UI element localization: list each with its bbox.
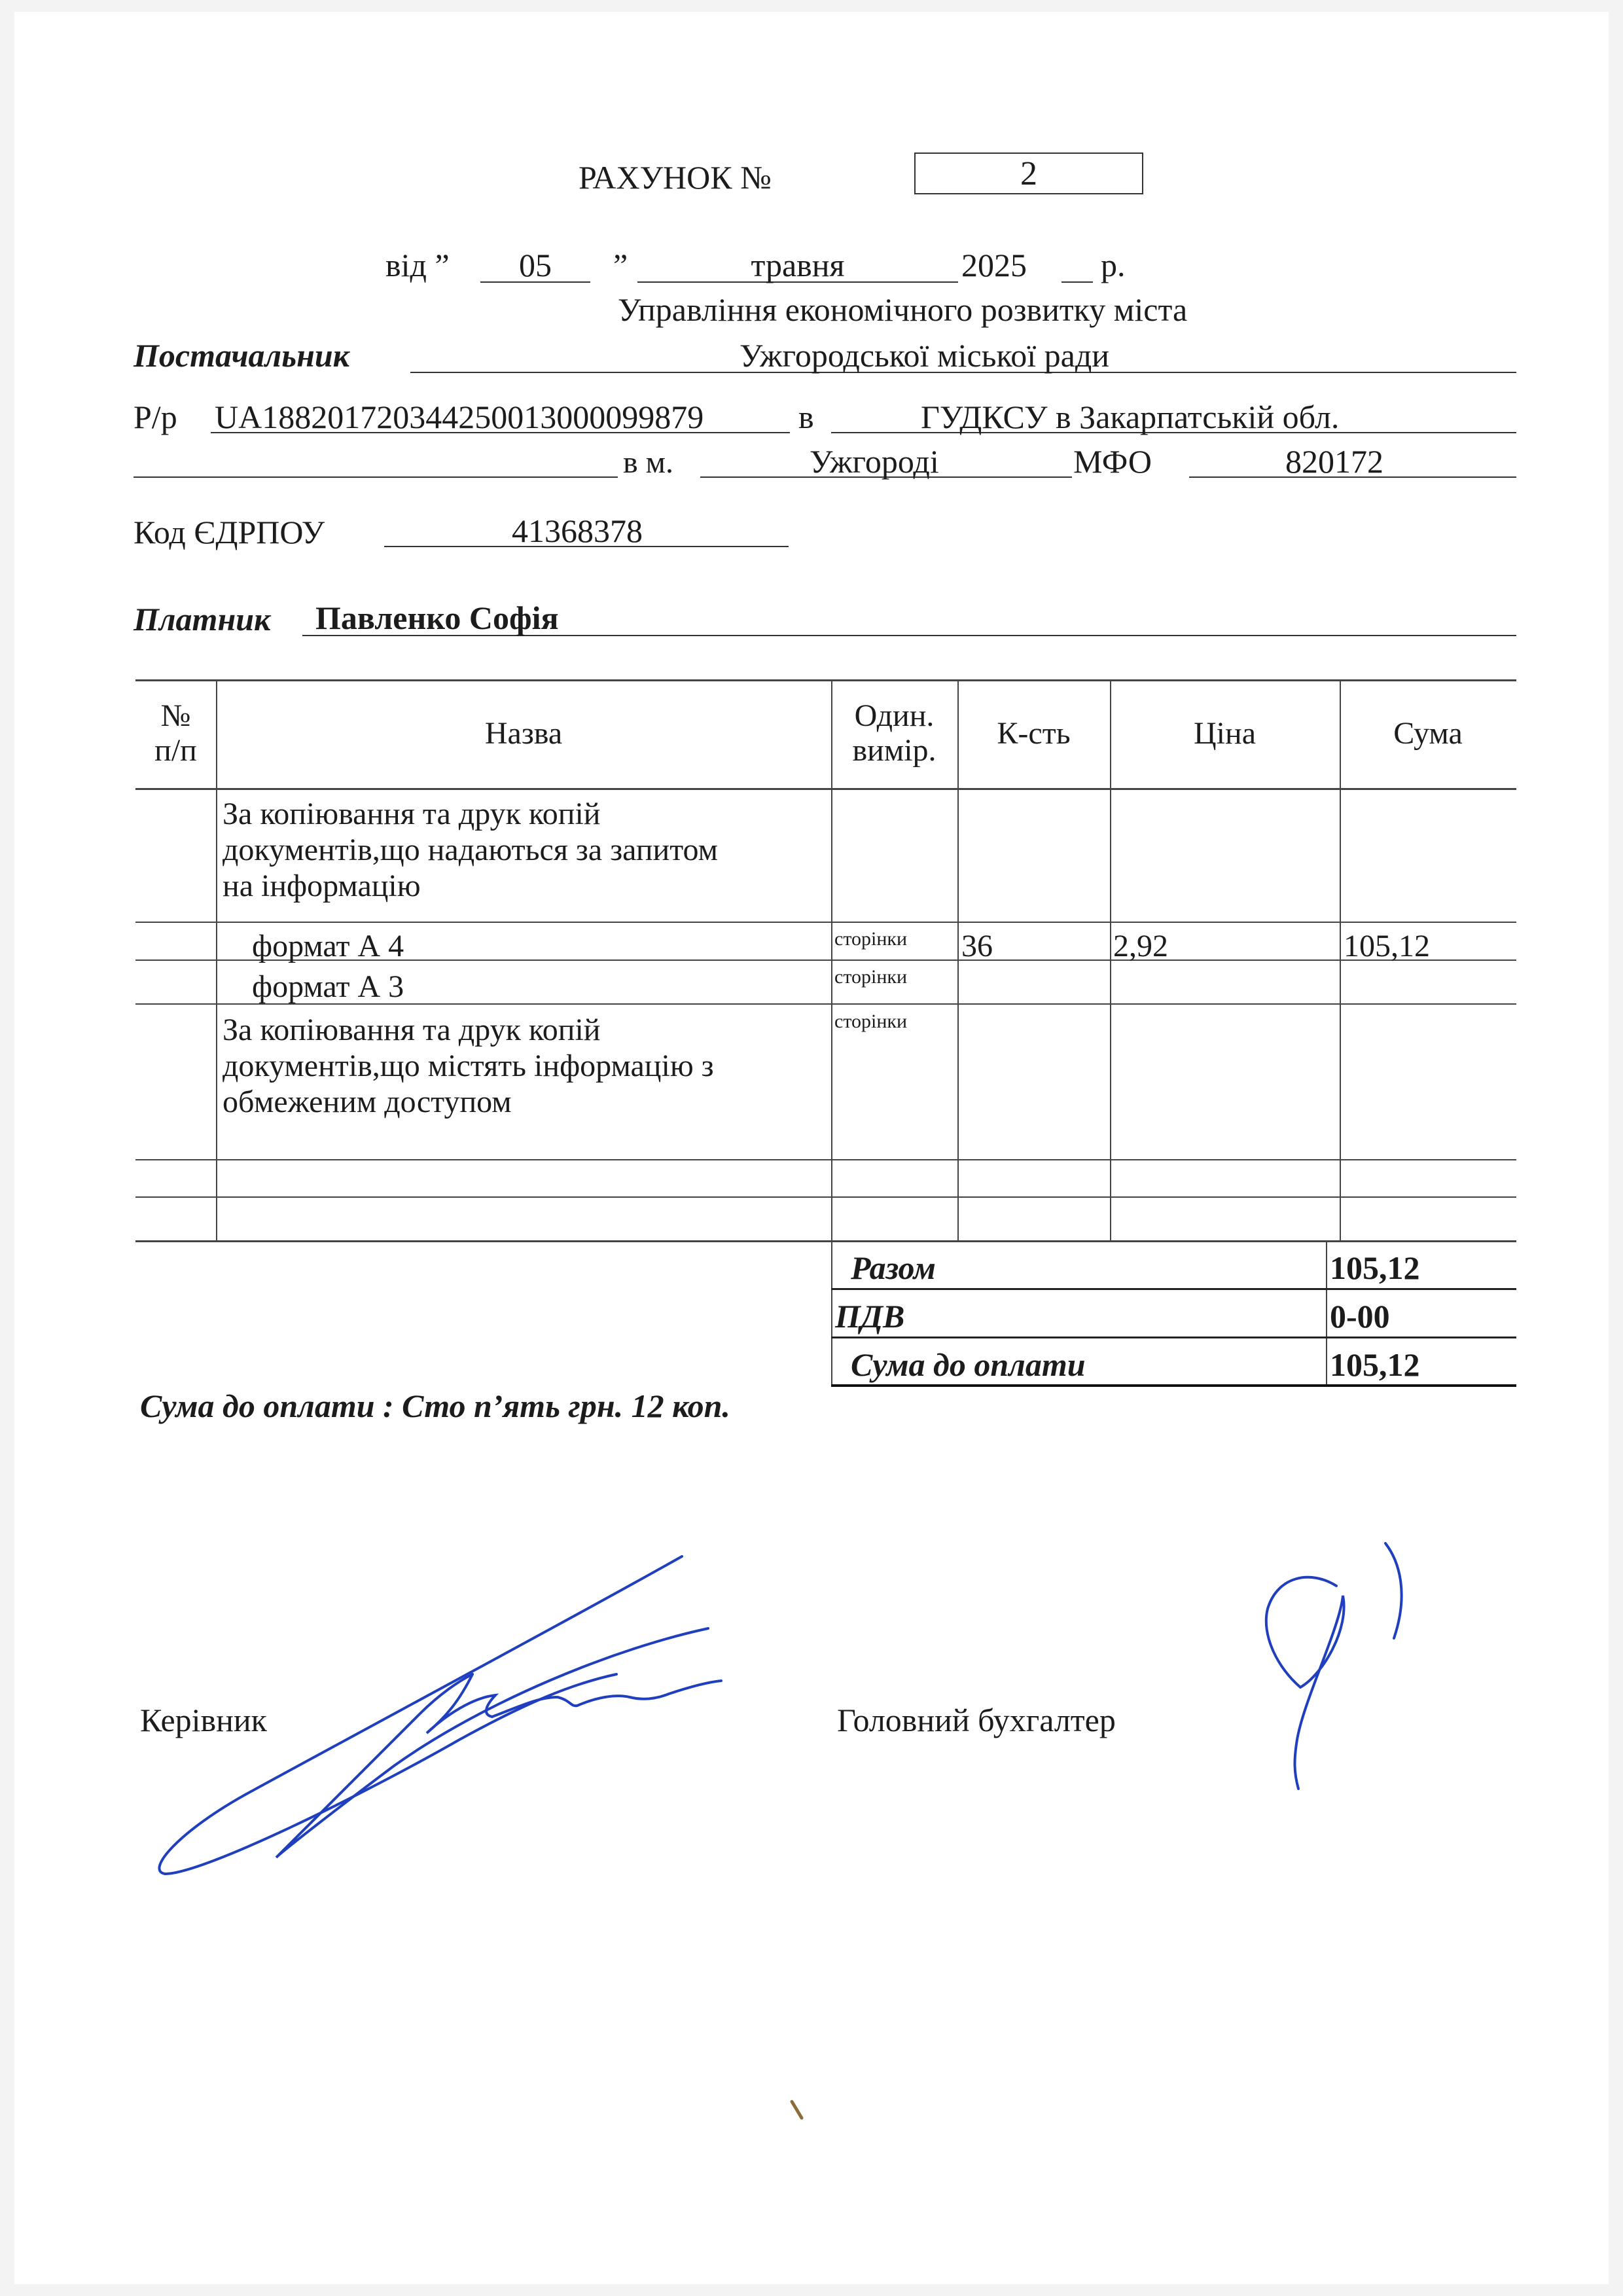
table-row-2-qty: 36 [961, 929, 993, 963]
row-4-name-line2: документів,що містять інформацію з [223, 1049, 714, 1084]
invoice-number-box [914, 152, 1143, 194]
date-prefix: від ” [385, 247, 450, 283]
edrpou-value: 41368378 [512, 512, 643, 549]
mfo-value: 820172 [1285, 443, 1383, 480]
vat-label: ПДВ [835, 1298, 905, 1335]
subtotal-value: 105,12 [1330, 1249, 1420, 1286]
totals-left-border [831, 1241, 832, 1385]
invoice-day: 05 [519, 247, 552, 283]
account-number: UA188201720344250013000099879 [215, 399, 704, 435]
header-price: Ціна [1194, 715, 1256, 751]
table-row-2-price: 2,92 [1113, 929, 1168, 963]
row-1-name-line1: За копіювання та друк копій [223, 797, 601, 831]
table-row-4-name [223, 1012, 714, 1121]
total-value: 105,12 [1330, 1346, 1420, 1383]
account-label: Р/р [134, 399, 177, 435]
invoice-month: травня [751, 247, 845, 283]
director-label: Керівник [140, 1702, 267, 1738]
header-sum: Сума [1393, 715, 1463, 751]
supplier-name-line1: Управління економічного розвитку міста [618, 291, 1188, 328]
header-number-line1: № [160, 698, 191, 734]
row-4-name-line1: За копіювання та друк копій [223, 1013, 601, 1047]
blank-underline [134, 476, 618, 478]
table-header-bottom [135, 788, 1516, 790]
table-row-4-unit: сторінки [834, 1011, 908, 1032]
bank-in-label: в [798, 399, 814, 435]
payer-label: Платник [134, 601, 271, 637]
accountant-label: Головний бухгалтер [837, 1702, 1116, 1738]
header-unit-line2: вимір. [852, 733, 936, 768]
scan-mark [790, 2100, 810, 2126]
bank-name: ГУДКСУ в Закарпатській обл. [921, 399, 1340, 435]
totals-block [831, 1241, 1516, 1386]
table-row-line [135, 1196, 1516, 1198]
subtotal-label: Разом [851, 1249, 936, 1286]
invoice-number: 2 [1020, 154, 1037, 192]
accountant-signature [1238, 1537, 1435, 1812]
row-1-name-line3: на інформацію [223, 869, 421, 904]
header-unit [831, 679, 957, 788]
vat-value: 0-00 [1330, 1298, 1390, 1335]
edrpou-label: Код ЄДРПОУ [134, 514, 325, 550]
totals-bottom-line [831, 1384, 1516, 1387]
city-name: Ужгороді [810, 443, 939, 480]
header-name: Назва [484, 715, 563, 751]
table-row-line [135, 1159, 1516, 1160]
supplier-name-line2: Ужгородської міської ради [740, 337, 1110, 374]
director-signature [119, 1543, 813, 1910]
invoice-page [14, 12, 1609, 2284]
amount-in-words: Сума до оплати : Сто п’ять грн. 12 коп. [140, 1388, 730, 1424]
header-qty: К-сть [997, 715, 1071, 751]
row-1-name-line2: документів,що надаються за запитом [223, 833, 719, 868]
payer-name: Павленко Софія [315, 600, 559, 636]
items-table [135, 679, 1516, 1242]
year-underline [1061, 281, 1093, 283]
invoice-title: РАХУНОК № [579, 159, 772, 196]
invoice-year: 2025 [961, 247, 1027, 283]
header-unit-line1: Один. [854, 698, 935, 734]
table-row-3-name: формат А 3 [252, 969, 404, 1004]
city-label: в м. [623, 445, 674, 480]
totals-line [831, 1288, 1516, 1290]
totals-line [831, 1336, 1516, 1338]
table-row-2-name: формат А 4 [252, 929, 404, 963]
totals-divider [1326, 1241, 1327, 1385]
year-suffix: р. [1101, 247, 1126, 283]
row-4-name-line3: обмеженим доступом [223, 1085, 512, 1120]
header-number [135, 679, 216, 788]
table-row-line [135, 922, 1516, 923]
table-row-3-unit: сторінки [834, 966, 908, 988]
supplier-label: Постачальник [134, 337, 349, 374]
header-number-line2: п/п [154, 733, 197, 768]
date-quote-close: ” [613, 247, 628, 283]
total-label: Сума до оплати [851, 1346, 1086, 1383]
mfo-label: МФО [1073, 443, 1152, 480]
table-row-2-unit: сторінки [834, 928, 908, 950]
table-row-2-sum: 105,12 [1344, 929, 1430, 963]
table-row-1-name [223, 796, 718, 905]
